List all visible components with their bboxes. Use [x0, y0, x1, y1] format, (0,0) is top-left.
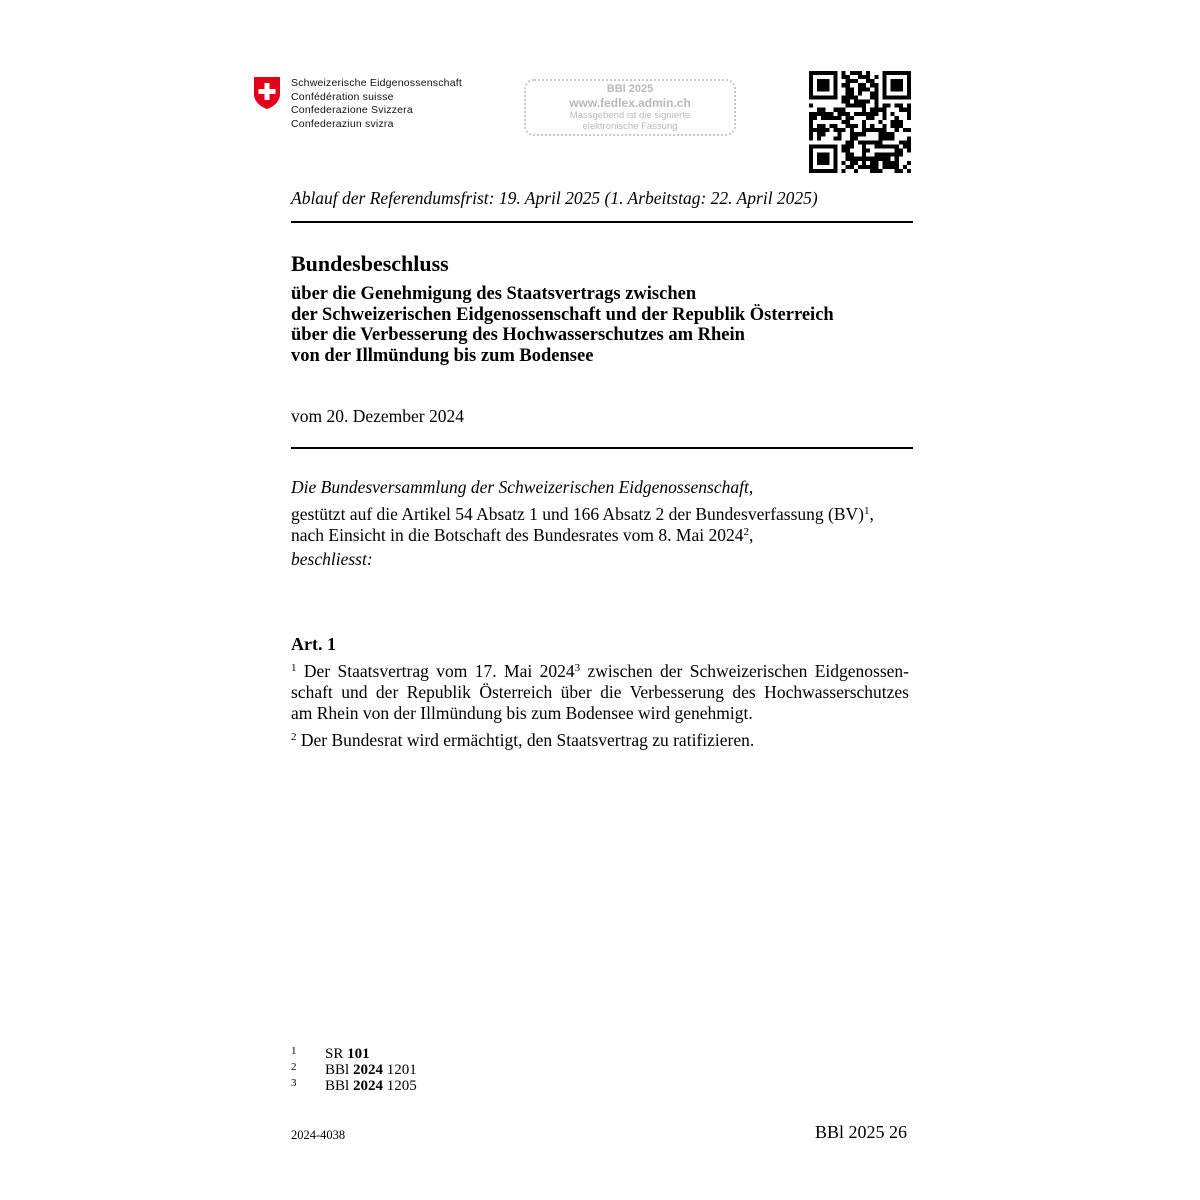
subtitle-line: über die Verbesserung des Hochwasserschutzes am Rhein — [291, 325, 745, 345]
article-paragraph-2 — [291, 730, 909, 751]
subtitle-line: über die Genehmigung des Staatsvertrags zwischen — [291, 284, 697, 304]
preamble-decides: beschliesst: — [291, 549, 373, 569]
footnote-ref[interactable]: 2 — [743, 526, 749, 538]
page-reference: BBl 2025 26 — [815, 1122, 908, 1142]
article-paragraph-1 — [291, 661, 909, 724]
footnote-bold: 2024 — [352, 1062, 383, 1078]
paragraph-number: 2 — [291, 731, 297, 743]
footnote-bold: 2024 — [352, 1078, 383, 1094]
preamble-message — [291, 525, 874, 546]
footnote-prefix: BBl — [325, 1078, 353, 1094]
qr-code-icon — [809, 71, 911, 173]
document-subtitle — [291, 284, 834, 366]
footnote-text — [325, 1046, 370, 1062]
agency-line: Confederazione Svizzera — [291, 104, 413, 116]
stamp-line: BBl 2025 — [606, 83, 654, 95]
article-title: Art. 1 — [291, 634, 336, 654]
preamble-basis-text: gestützt auf die Artikel 54 Absatz 1 und 166 Absatz 2 der Bundesverfassung (BV) — [291, 504, 865, 524]
paragraph-line — [291, 730, 909, 751]
divider — [291, 447, 913, 449]
subtitle-line: von der Illmündung bis zum Bodensee — [291, 345, 594, 366]
stamp-url: www.fedlex.admin.ch — [569, 96, 691, 110]
paragraph-text: zwischen der Schweizerischen Eidgenossen- — [580, 661, 909, 681]
paragraph-line — [291, 661, 909, 682]
stamp-note: Massgebend ist die signierte — [569, 110, 691, 121]
preamble-message-text: nach Einsicht in die Botschaft des Bundesrates vom 8. Mai 2024 — [291, 525, 744, 545]
footnote-number: 1 — [291, 1045, 297, 1057]
agency-name — [291, 77, 462, 131]
publication-stamp — [524, 79, 736, 136]
paragraph-text: Der Staatsvertrag vom 17. Mai 2024 — [296, 661, 575, 681]
agency-line: Confédération suisse — [291, 90, 394, 103]
footnote-prefix: SR — [325, 1046, 348, 1062]
swiss-crest-icon — [253, 76, 281, 110]
referendum-deadline: Ablauf der Referendumsfrist: 19. April 2025 (1. Arbeitstag: 22. April 2025) — [291, 188, 818, 208]
punctuation: , — [749, 525, 754, 545]
document-title: Bundesbeschluss — [291, 251, 449, 276]
stamp-note: elektronische Fassung — [582, 121, 678, 132]
divider — [291, 221, 913, 223]
agency-line: Confederaziun svizra — [291, 117, 394, 130]
decision-date: vom 20. Dezember 2024 — [291, 406, 465, 426]
footnote-suffix: 1201 — [382, 1062, 417, 1078]
footnote-number: 3 — [291, 1077, 297, 1089]
footnote-ref[interactable]: 1 — [864, 505, 870, 517]
footnote-suffix: 1205 — [382, 1078, 417, 1094]
footnote-prefix: BBl — [325, 1062, 353, 1078]
footnote-ref[interactable]: 3 — [574, 662, 581, 674]
paragraph-line: schaft und der Republik Österreich über die Verbesserung des Hochwasserschutzes — [291, 682, 909, 702]
paragraph-number: 1 — [291, 662, 297, 674]
paragraph-text: Der Bundesrat wird ermächtigt, den Staatsvertrag zu ratifizieren. — [296, 730, 755, 750]
preamble-basis — [291, 504, 874, 525]
footnote-bold: 101 — [347, 1046, 370, 1062]
footnote-number: 2 — [291, 1061, 297, 1073]
footnote-text — [325, 1062, 417, 1078]
preamble — [291, 477, 874, 570]
preamble-authority: Die Bundesversammlung der Schweizerischen Eidgenossenschaft, — [291, 477, 754, 497]
document-id: 2024-4038 — [291, 1128, 346, 1142]
agency-line: Schweizerische Eidgenossenschaft — [291, 77, 462, 89]
punctuation: , — [869, 504, 874, 524]
paragraph-line: am Rhein von der Illmündung bis zum Bodensee wird genehmigt. — [291, 703, 753, 723]
footnote-text — [325, 1078, 417, 1094]
subtitle-line: der Schweizerischen Eidgenossenschaft und der Republik Österreich — [291, 304, 834, 325]
